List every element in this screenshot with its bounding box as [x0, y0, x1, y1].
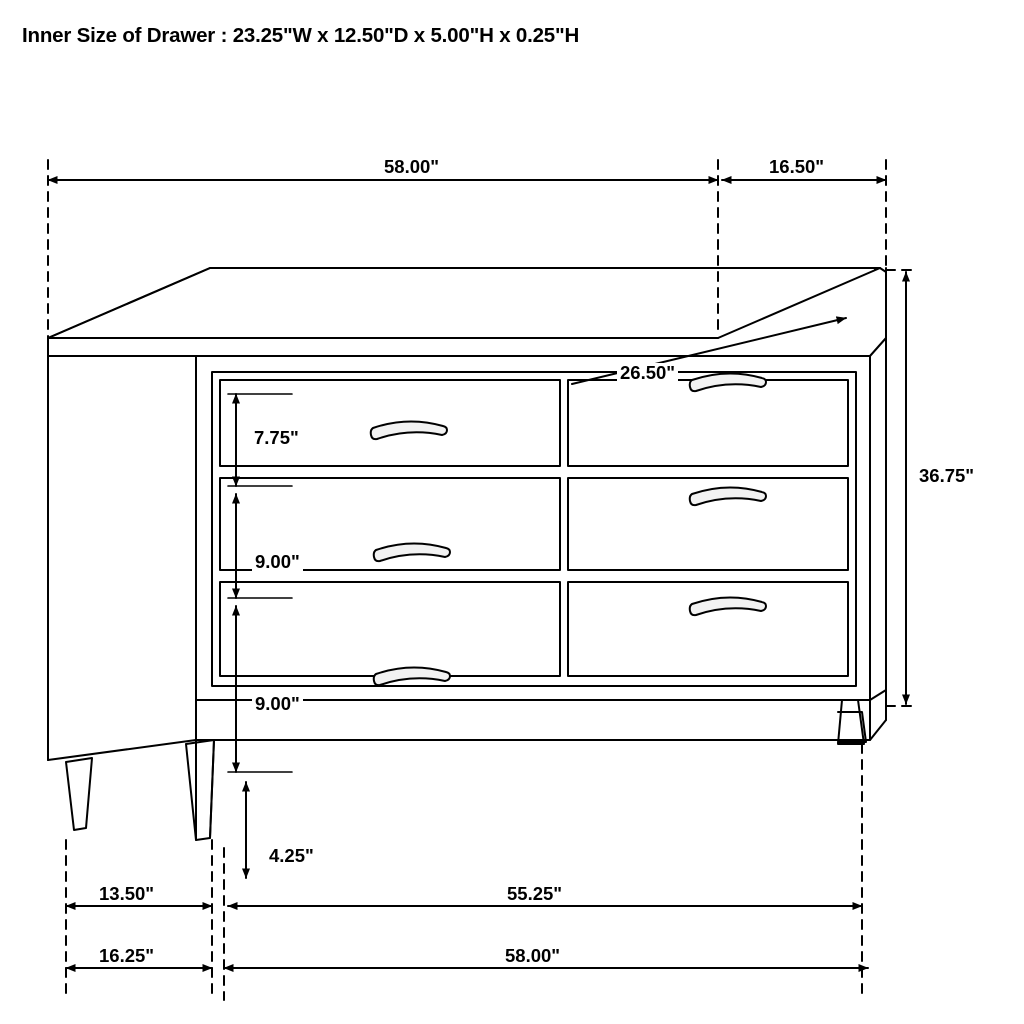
top-slab-edge [48, 338, 196, 356]
legs [66, 700, 866, 840]
dim-label-top-depth: 16.50" [766, 157, 827, 176]
page-title: Inner Size of Drawer : 23.25"W x 12.50"D x 5.00"H x 0.25"H [22, 24, 580, 47]
drawer-row-3 [220, 582, 848, 676]
extension-lines [48, 160, 918, 1000]
dim-label-drawer-h1: 7.75" [251, 428, 302, 447]
dim-label-front-width-base: 58.00" [502, 946, 563, 965]
dim-label-drawer-width: 26.50" [617, 363, 678, 382]
dim-label-leg-height: 4.25" [266, 846, 317, 865]
dim-label-total-height: 36.75" [916, 466, 977, 485]
left-side-bottom [48, 740, 196, 760]
drawer-row-1 [220, 380, 848, 466]
dim-label-drawer-h2: 9.00" [252, 552, 303, 571]
front-face-frame [196, 356, 870, 700]
dim-label-top-width: 58.00" [381, 157, 442, 176]
dim-label-drawer-h3: 9.00" [252, 694, 303, 713]
dim-drawer-width-line [572, 318, 846, 384]
dim-label-side-depth-lower: 13.50" [96, 884, 157, 903]
dimension-lines [48, 160, 918, 1000]
dim-label-front-width-lower: 55.25" [504, 884, 565, 903]
right-side-face [718, 268, 886, 700]
dim-label-side-depth-base: 16.25" [96, 946, 157, 965]
